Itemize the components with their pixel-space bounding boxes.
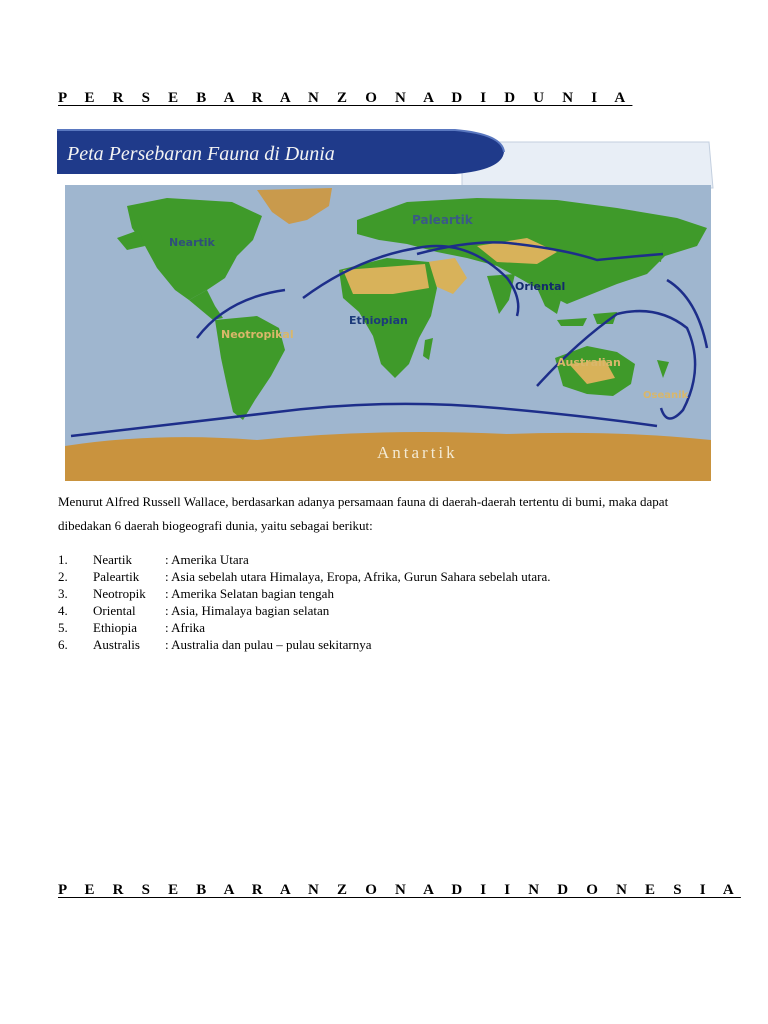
label-ethiopian: Ethiopian xyxy=(349,314,408,327)
region-description: : Amerika Selatan bagian tengah xyxy=(165,586,334,601)
label-oseanik: Oseanik xyxy=(643,390,689,401)
world-fauna-map-figure xyxy=(57,128,714,483)
region-description: : Asia, Himalaya bagian selatan xyxy=(165,603,330,618)
region-name: Neartik xyxy=(93,552,132,567)
heading-persebaran-dunia: P E R S E B A R A N Z O N A D I D U N I A xyxy=(58,90,633,106)
region-description: : Amerika Utara xyxy=(165,552,249,567)
label-oriental: Oriental xyxy=(515,280,566,293)
list-number: 1. xyxy=(58,552,68,567)
region-name: Paleartik xyxy=(93,569,140,584)
label-neotropikal: Neotropikal xyxy=(221,328,294,341)
list-number: 2. xyxy=(58,569,68,584)
map-title-text: Peta Persebaran Fauna di Dunia xyxy=(67,143,335,165)
list-number: 6. xyxy=(58,637,68,652)
region-description: : Asia sebelah utara Himalaya, Eropa, Afrika, Gurun Sahara sebelah utara. xyxy=(165,569,551,584)
label-neartik: Neartik xyxy=(169,236,215,249)
heading-persebaran-indonesia: P E R S E B A R A N Z O N A D I I N D O N E S I A xyxy=(58,882,741,898)
region-name: Australis xyxy=(93,637,140,652)
world-fauna-map xyxy=(57,128,714,483)
list-number: 5. xyxy=(58,620,68,635)
label-paleartik: Paleartik xyxy=(412,213,473,227)
label-australian: Australian xyxy=(557,356,621,369)
list-number: 4. xyxy=(58,603,68,618)
region-description: : Australia dan pulau – pulau sekitarnya xyxy=(165,637,372,652)
list-number: 3. xyxy=(58,586,68,601)
wallace-paragraph: Menurut Alfred Russell Wallace, berdasarkan adanya persamaan fauna di daerah-daerah tertentu di bumi, maka dapat dibedakan 6 daerah biogeografi dunia, yaitu sebagai berikut: xyxy=(58,494,669,533)
region-name: Ethiopia xyxy=(93,620,138,635)
region-description: : Afrika xyxy=(165,620,206,635)
region-name: Oriental xyxy=(93,603,136,618)
label-antartik: Antartik xyxy=(377,443,458,462)
region-name: Neotropik xyxy=(93,586,146,601)
